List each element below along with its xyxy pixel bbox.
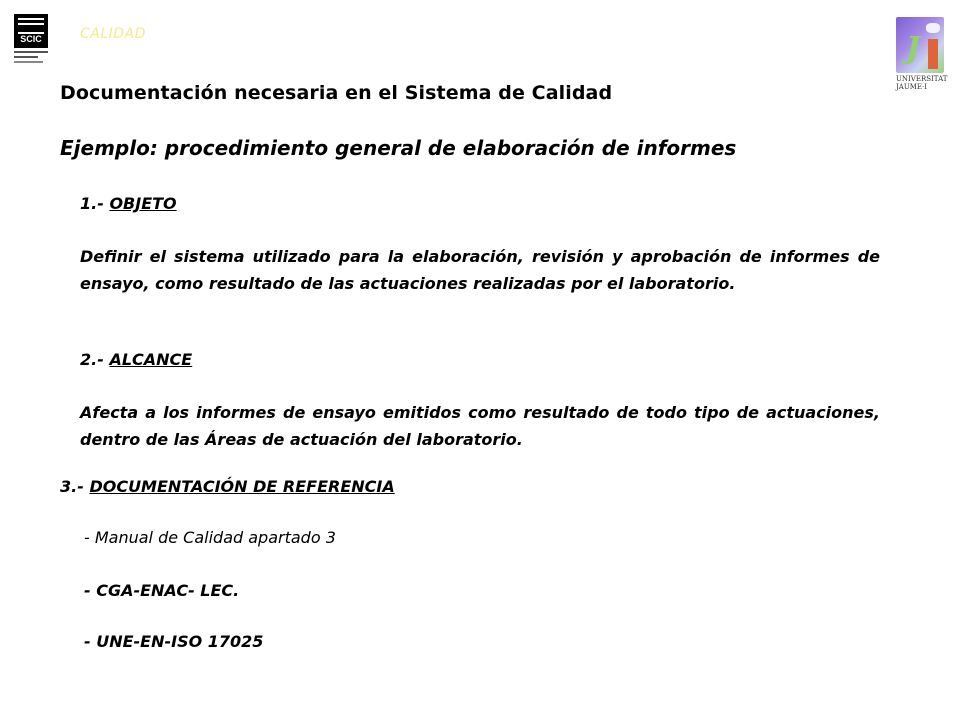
section-objeto-heading (80, 194, 177, 213)
logo-line (14, 61, 43, 63)
uji-logo-mark (896, 17, 944, 73)
section-number: 1.- (80, 194, 104, 213)
example-heading: Ejemplo: procedimiento general de elaboración de informes (60, 136, 737, 160)
scic-logo-text: SCIC (20, 34, 42, 44)
page-title: Documentación necesaria en el Sistema de Calidad (60, 82, 613, 104)
reference-item: - CGA-ENAC- LEC. (84, 581, 240, 600)
reference-item: - UNE-EN-ISO 17025 (84, 632, 264, 651)
section-alcance-body: Afecta a los informes de ensayo emitidos como resultado de todo tipo de actuaciones, dentro de las Áreas de actuación del laboratorio. (80, 403, 880, 449)
section-title: DOCUMENTACIÓN DE REFERENCIA (89, 477, 395, 496)
scic-logo-mark (14, 14, 48, 48)
calidad-label: CALIDAD (80, 26, 146, 42)
section-number: 3.- (60, 477, 84, 496)
uji-line1: UNIVERSITAT (896, 75, 948, 83)
section-alcance-heading (80, 350, 192, 369)
logo-dot (926, 23, 940, 33)
logo-i (928, 39, 938, 69)
logo-stripes (18, 18, 44, 34)
logo-line (14, 51, 48, 53)
uji-logo-text (896, 75, 946, 91)
reference-item: - Manual de Calidad apartado 3 (84, 528, 336, 547)
scic-logo-sub (14, 51, 48, 71)
universitat-jaume-logo (896, 17, 946, 95)
section-objeto-body: Definir el sistema utilizado para la elaboración, revisión y aprobación de informes de ensayo, como resultado de las actuaciones realizadas por el laboratorio. (80, 247, 880, 293)
uji-line2: JAUME·I (896, 83, 928, 91)
section-title: ALCANCE (109, 350, 193, 369)
section-title: OBJETO (109, 194, 177, 213)
logo-line (14, 56, 38, 58)
scic-logo (14, 14, 48, 74)
logo-j: J (906, 31, 921, 66)
section-documentacion-heading (60, 477, 395, 496)
section-number: 2.- (80, 350, 104, 369)
